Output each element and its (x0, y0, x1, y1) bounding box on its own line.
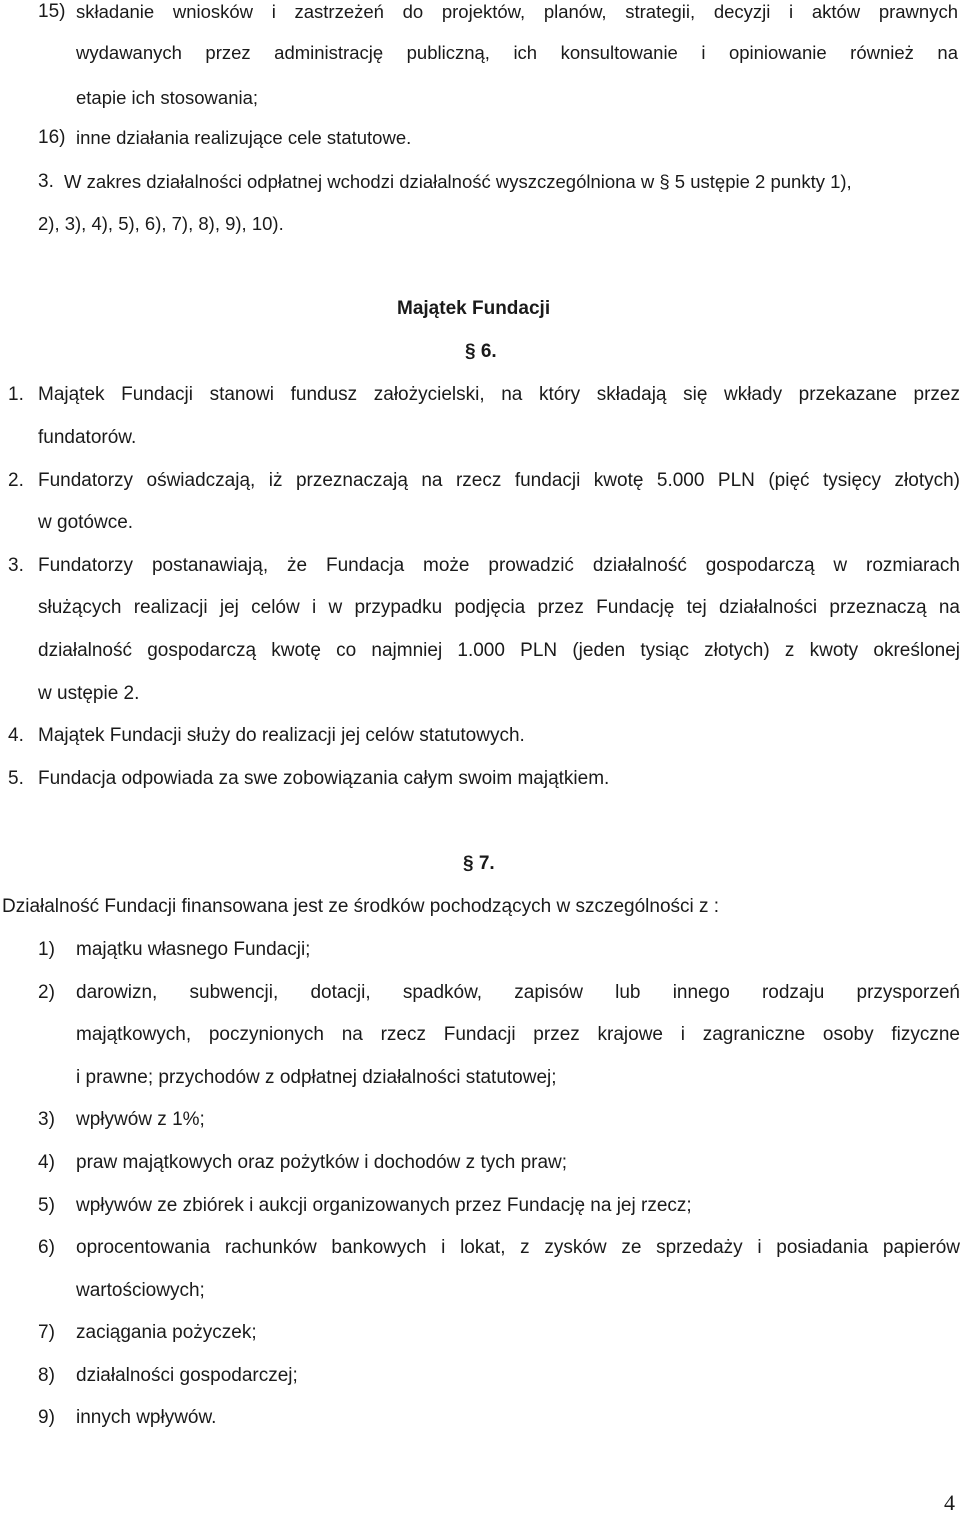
s7-item-5-line-1: wpływów ze zbiórek i aukcji organizowanych przez Fundację na jej rzecz; (76, 1195, 692, 1216)
s7-item-1-number: 1) (38, 939, 55, 960)
page-number: 4 (944, 1490, 955, 1515)
s6-item-5-line-1: Fundacja odpowiada za swe zobowiązania całym swoim majątkiem. (38, 768, 610, 789)
item-16-number: 16) (38, 127, 66, 148)
s7-item-7-line-1: zaciągania pożyczek; (76, 1322, 257, 1343)
s6-item-3-line-4: w ustępie 2. (38, 683, 140, 704)
s7-item-6-line-2: wartościowych; (76, 1280, 205, 1301)
section-heading: Majątek Fundacji (397, 298, 551, 319)
paragraph-3-line-1: W zakres działalności odpłatnej wchodzi działalność wyszczególniona w § 5 ustępie 2 punkty 1), (64, 171, 852, 192)
s7-item-2-number: 2) (38, 982, 55, 1003)
s7-item-2-line-2: majątkowych, poczynionych na rzecz Fundacji przez krajowe i zagraniczne osoby fizyczne (76, 1024, 960, 1045)
s6-item-3-line-3: działalność gospodarczą kwotę co najmniej 1.000 PLN (jeden tysiąc złotych) z kwoty określonej (38, 640, 960, 661)
s7-item-3-line-1: wpływów z 1%; (76, 1109, 205, 1130)
s7-item-6-number: 6) (38, 1237, 55, 1258)
paragraph-3-number: 3. (38, 171, 54, 192)
section-7-sign: § 7. (463, 853, 495, 874)
item-16-text: inne działania realizujące cele statutowe. (76, 127, 412, 148)
s6-item-2-line-2: w gotówce. (38, 512, 134, 533)
s7-item-9-number: 9) (38, 1407, 55, 1428)
s7-item-4-number: 4) (38, 1152, 55, 1173)
s7-item-5-number: 5) (38, 1195, 55, 1216)
s7-item-7-number: 7) (38, 1322, 55, 1343)
s7-item-8-number: 8) (38, 1365, 55, 1386)
s6-item-2-number: 2. (8, 470, 24, 491)
s6-item-2-line-1: Fundatorzy oświadczają, iż przeznaczają na rzecz fundacji kwotę 5.000 PLN (pięć tysięcy złotych) (38, 470, 960, 491)
item-15-line-1: składanie wniosków i zastrzeżeń do projektów, planów, strategii, decyzji i aktów prawnych (76, 1, 958, 22)
s7-item-6-line-1: oprocentowania rachunków bankowych i lokat, z zysków ze sprzedaży i posiadania papierów (76, 1237, 960, 1258)
s6-item-3-line-2: służących realizacji jej celów i w przypadku podjęcia przez Fundację tej działalności przeznaczą na (38, 597, 960, 618)
s6-item-1-number: 1. (8, 384, 24, 405)
item-15-line-3: etapie ich stosowania; (76, 87, 259, 108)
s6-item-4-number: 4. (8, 725, 24, 746)
s6-item-3-line-1: Fundatorzy postanawiają, że Fundacja może prowadzić działalność gospodarczą w rozmiarach (38, 555, 960, 576)
s6-item-4-line-1: Majątek Fundacji służy do realizacji jej celów statutowych. (38, 725, 525, 746)
item-15-number: 15) (38, 1, 66, 22)
s7-item-8-line-1: działalności gospodarczej; (76, 1365, 298, 1386)
paragraph-3-line-2: 2), 3), 4), 5), 6), 7), 8), 9), 10). (38, 213, 284, 234)
s6-item-3-number: 3. (8, 555, 24, 576)
s7-item-9-line-1: innych wpływów. (76, 1407, 217, 1428)
s7-item-2-line-3: i prawne; przychodów z odpłatnej działalności statutowej; (76, 1067, 557, 1088)
s6-item-1-line-2: fundatorów. (38, 427, 137, 448)
s6-item-1-line-1: Majątek Fundacji stanowi fundusz założycielski, na który składają się wkłady przekazane przez (38, 384, 960, 405)
s7-item-3-number: 3) (38, 1109, 55, 1130)
section-6-sign: § 6. (465, 341, 497, 362)
section-7-intro: Działalność Fundacji finansowana jest ze środków pochodzących w szczególności z : (2, 896, 720, 917)
item-15-line-2: wydawanych przez administrację publiczną, ich konsultowanie i opiniowanie również na (76, 42, 958, 63)
s7-item-4-line-1: praw majątkowych oraz pożytków i dochodów z tych praw; (76, 1152, 568, 1173)
s7-item-1-line-1: majątku własnego Fundacji; (76, 939, 311, 960)
s7-item-2-line-1: darowizn, subwencji, dotacji, spadków, zapisów lub innego rodzaju przysporzeń (76, 982, 960, 1003)
s6-item-5-number: 5. (8, 768, 24, 789)
